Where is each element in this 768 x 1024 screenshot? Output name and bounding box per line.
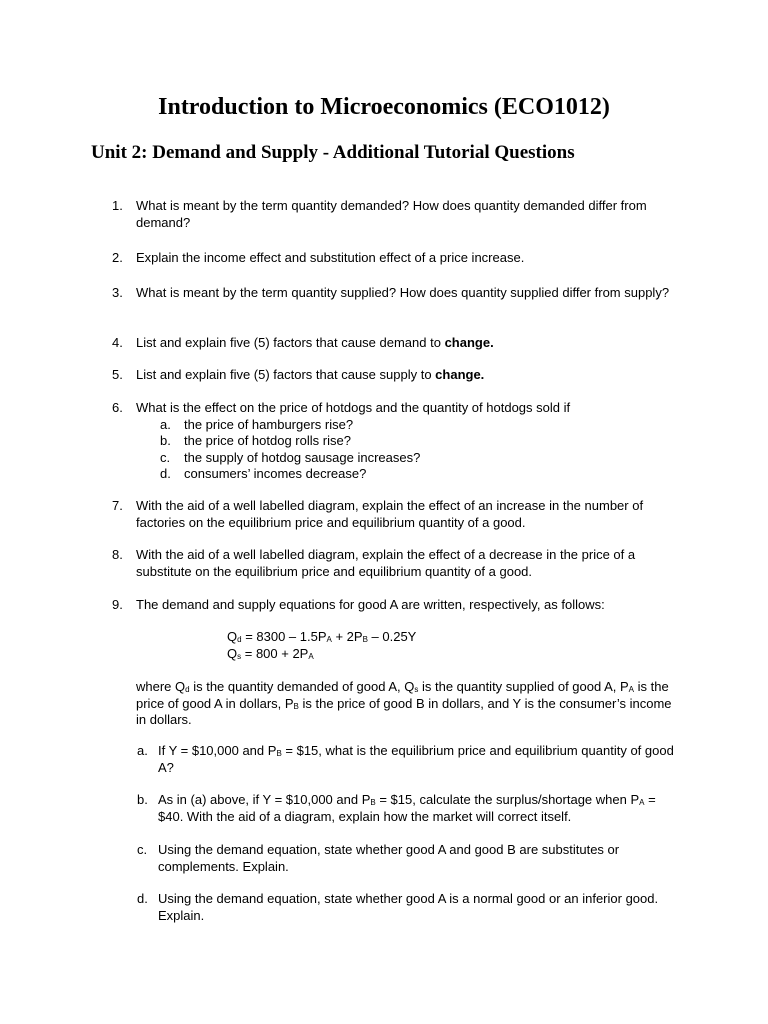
- sub-question: [160, 466, 682, 483]
- sub-question-label: a.: [160, 416, 171, 432]
- question-number: 7.: [112, 498, 123, 513]
- question-text: List and explain five (5) factors that cause supply to: [136, 367, 436, 382]
- question-9c: [137, 842, 682, 875]
- sub-question-label: d.: [160, 466, 171, 481]
- question-number: 4.: [112, 335, 123, 350]
- question-9d: [137, 891, 682, 924]
- question-number: 9.: [112, 597, 123, 612]
- question-emphasis: change.: [435, 367, 485, 382]
- sub-question-label: b.: [137, 792, 148, 807]
- sub-question-text: consumers’ incomes decrease?: [184, 466, 367, 481]
- document-title: Introduction to Microeconomics (ECO1012): [158, 94, 610, 120]
- question-number: 6.: [112, 400, 123, 415]
- question-text: With the aid of a well labelled diagram, explain the effect of an increase in the number of factories on the equilibrium price and equilibrium quantity of a good.: [136, 498, 644, 530]
- unit-title: Unit 2: Demand and Supply - Additional Tutorial Questions: [91, 142, 575, 163]
- question-9: [112, 597, 682, 614]
- question-8: [112, 547, 682, 580]
- question-text: The demand and supply equations for good A are written, respectively, as follows:: [136, 597, 605, 612]
- sub-question: [160, 450, 682, 467]
- question-6: [112, 400, 682, 483]
- sub-question: [160, 433, 682, 450]
- question-number: 1.: [112, 198, 123, 213]
- variable-definitions: where $Q_d$ is the quantity demanded of good A, $Q_s$ is the quantity supplied of good A, $P_A$ is the price of good A in dollars, $P_B$ is the price of good B in dollars, and Y is the consumer’s income in dollars.: [136, 679, 672, 727]
- sub-question-text: Using the demand equation, state whether good A is a normal good or an inferior good. Explain.: [158, 891, 659, 923]
- question-4: [112, 335, 682, 352]
- sub-question-label: a.: [137, 743, 148, 758]
- question-number: 3.: [112, 285, 123, 300]
- sub-question-text: the price of hotdog rolls rise?: [184, 433, 351, 448]
- question-number: 2.: [112, 250, 123, 265]
- demand-equation: $Q_d = 8300 - 1.5P_A + 2P_B - 0.25Y$: [227, 629, 417, 644]
- question-emphasis: change.: [444, 335, 494, 350]
- sub-question-label: c.: [160, 449, 171, 465]
- question-text: What is meant by the term quantity supplied? How does quantity supplied differ from supply?: [136, 285, 670, 300]
- sub-question-label: c.: [137, 842, 148, 857]
- question-text: List and explain five (5) factors that cause demand to: [136, 335, 445, 350]
- sub-question-text: Using the demand equation, state whether good A and good B are substitutes or complements. Explain.: [158, 842, 620, 874]
- question-text: What is the effect on the price of hotdogs and the quantity of hotdogs sold if: [136, 400, 571, 415]
- sub-question: [160, 417, 682, 434]
- question-9a: a. If Y = $10,000 and $P_B$ = $15, what is the equilibrium price and equilibrium quantity of good A?: [137, 743, 674, 775]
- question-1: [112, 198, 682, 231]
- sub-question-label: b.: [160, 433, 171, 448]
- question-9b: b. As in (a) above, if Y = $10,000 and $P_B$ = $15, calculate the surplus/shortage when $P_A$ = $40. With the aid of a diagram, explain how the market will correct itself.: [137, 792, 656, 824]
- question-text: With the aid of a well labelled diagram, explain the effect of a decrease in the price of a substitute on the equilibrium price and equilibrium quantity of a good.: [136, 547, 636, 579]
- question-5: [112, 367, 682, 384]
- question-2: [112, 250, 682, 267]
- sub-question-text: the supply of hotdog sausage increases?: [184, 449, 421, 465]
- sub-question-label: d.: [137, 891, 148, 906]
- question-number: 5.: [112, 367, 123, 382]
- question-7: [112, 498, 682, 531]
- question-number: 8.: [112, 547, 123, 562]
- supply-equation: $Q_s = 800 + 2P_A$: [227, 646, 314, 661]
- question-text: What is meant by the term quantity demanded? How does quantity demanded differ from demand?: [136, 198, 647, 230]
- sub-question-text: the price of hamburgers rise?: [184, 416, 354, 432]
- question-text: Explain the income effect and substitution effect of a price increase.: [136, 250, 525, 265]
- question-3: [112, 285, 682, 302]
